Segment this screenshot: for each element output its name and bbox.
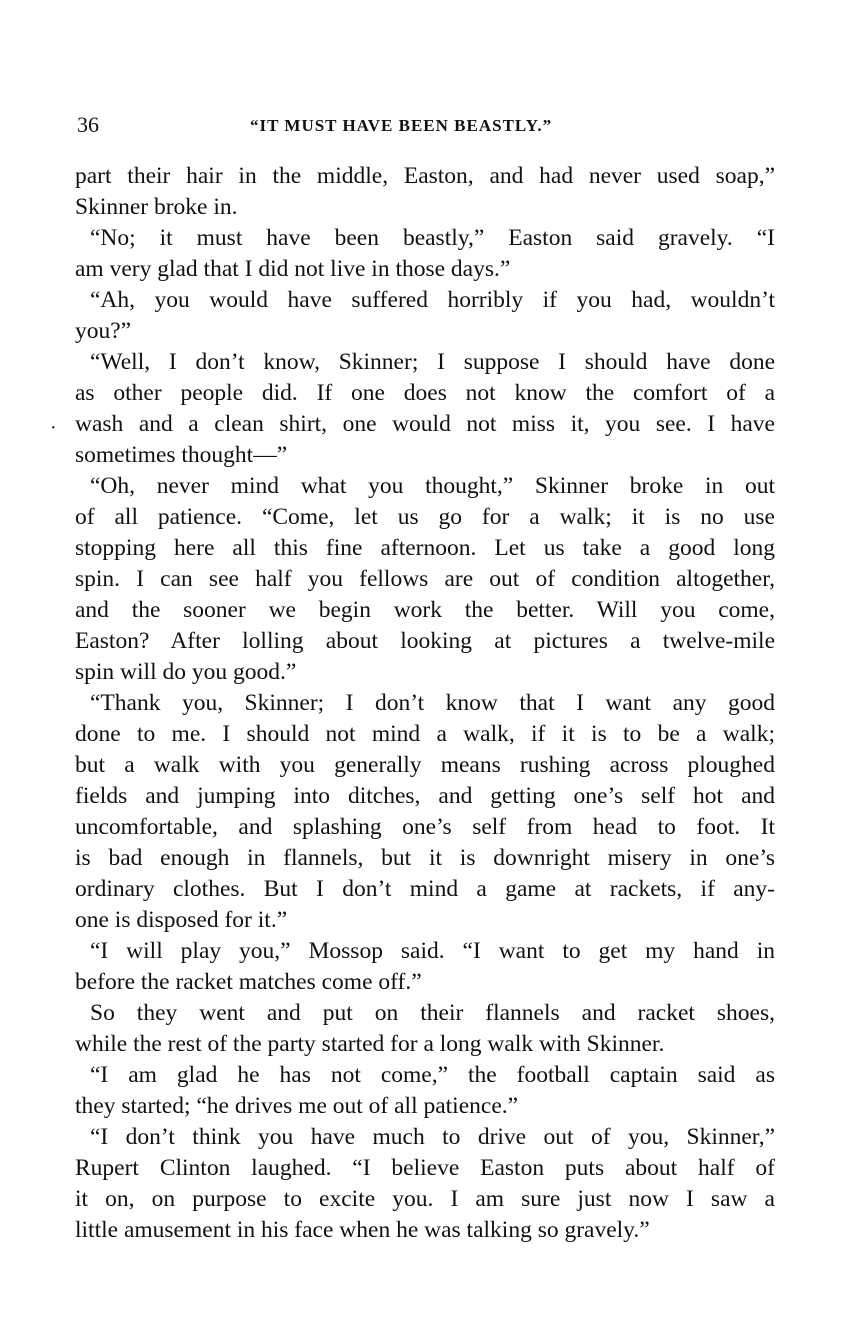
- text-line: am very glad that I did not live in those days.”: [75, 256, 511, 282]
- text-line: they started; “he drives me out of all patience.”: [75, 1093, 519, 1119]
- text-line: uncomfortable, and splashing one’s self from head to foot. It: [75, 814, 775, 840]
- text-line: while the rest of the party started for a long walk with Skinner.: [75, 1031, 665, 1057]
- text-line: little amusement in his face when he was talking so gravely.”: [75, 1217, 650, 1243]
- text-line: stopping here all this fine afternoon. Let us take a good long: [75, 535, 775, 561]
- text-line: Easton? After lolling about looking at pictures a twelve-mile: [75, 628, 775, 654]
- text-line: but a walk with you generally means rushing across ploughed: [75, 752, 775, 778]
- text-line: “Ah, you would have suffered horribly if you had, wouldn’t: [90, 287, 775, 313]
- text-line: is bad enough in flannels, but it is downright misery in one’s: [75, 845, 775, 871]
- page-number: 36: [77, 112, 99, 137]
- text-line: part their hair in the middle, Easton, and had never used soap,”: [75, 163, 775, 189]
- text-line: fields and jumping into ditches, and getting one’s self hot and: [75, 783, 775, 809]
- text-line: of all patience. “Come, let us go for a walk; it is no use: [75, 504, 775, 530]
- margin-mark: ·: [50, 417, 57, 439]
- text-line: one is disposed for it.”: [75, 907, 288, 933]
- text-line: you?”: [75, 318, 132, 344]
- text-line: spin. I can see half you fellows are out of condition altogether,: [75, 566, 775, 592]
- running-head-title: “IT MUST HAVE BEEN BEASTLY.”: [250, 116, 553, 135]
- text-line: ordinary clothes. But I don’t mind a game at rackets, if any-: [75, 876, 775, 902]
- running-head: [75, 111, 775, 141]
- text-line: wash and a clean shirt, one would not miss it, you see. I have: [75, 411, 775, 437]
- text-line: before the racket matches come off.”: [75, 969, 422, 995]
- text-line: “Thank you, Skinner; I don’t know that I want any good: [90, 690, 775, 716]
- text-line: “I am glad he has not come,” the football captain said as: [90, 1062, 775, 1088]
- text-line: “Oh, never mind what you thought,” Skinner broke in out: [90, 473, 775, 499]
- body-text: [75, 161, 775, 1246]
- text-line: “No; it must have been beastly,” Easton said gravely. “I: [90, 225, 775, 251]
- text-line: Skinner broke in.: [75, 194, 238, 220]
- text-line: “I don’t think you have much to drive out of you, Skinner,”: [90, 1124, 775, 1150]
- text-line: and the sooner we begin work the better. Will you come,: [75, 597, 775, 623]
- text-line: sometimes thought—”: [75, 442, 288, 468]
- text-line: So they went and put on their flannels and racket shoes,: [90, 1000, 775, 1026]
- text-line: it on, on purpose to excite you. I am sure just now I saw a: [75, 1186, 775, 1212]
- text-line: “I will play you,” Mossop said. “I want to get my hand in: [90, 938, 775, 964]
- text-line: done to me. I should not mind a walk, if it is to be a walk;: [75, 721, 775, 747]
- text-line: “Well, I don’t know, Skinner; I suppose I should have done: [90, 349, 775, 375]
- text-line: Rupert Clinton laughed. “I believe Easton puts about half of: [75, 1155, 775, 1181]
- text-line: spin will do you good.”: [75, 659, 297, 685]
- text-line: as other people did. If one does not know the comfort of a: [75, 380, 775, 406]
